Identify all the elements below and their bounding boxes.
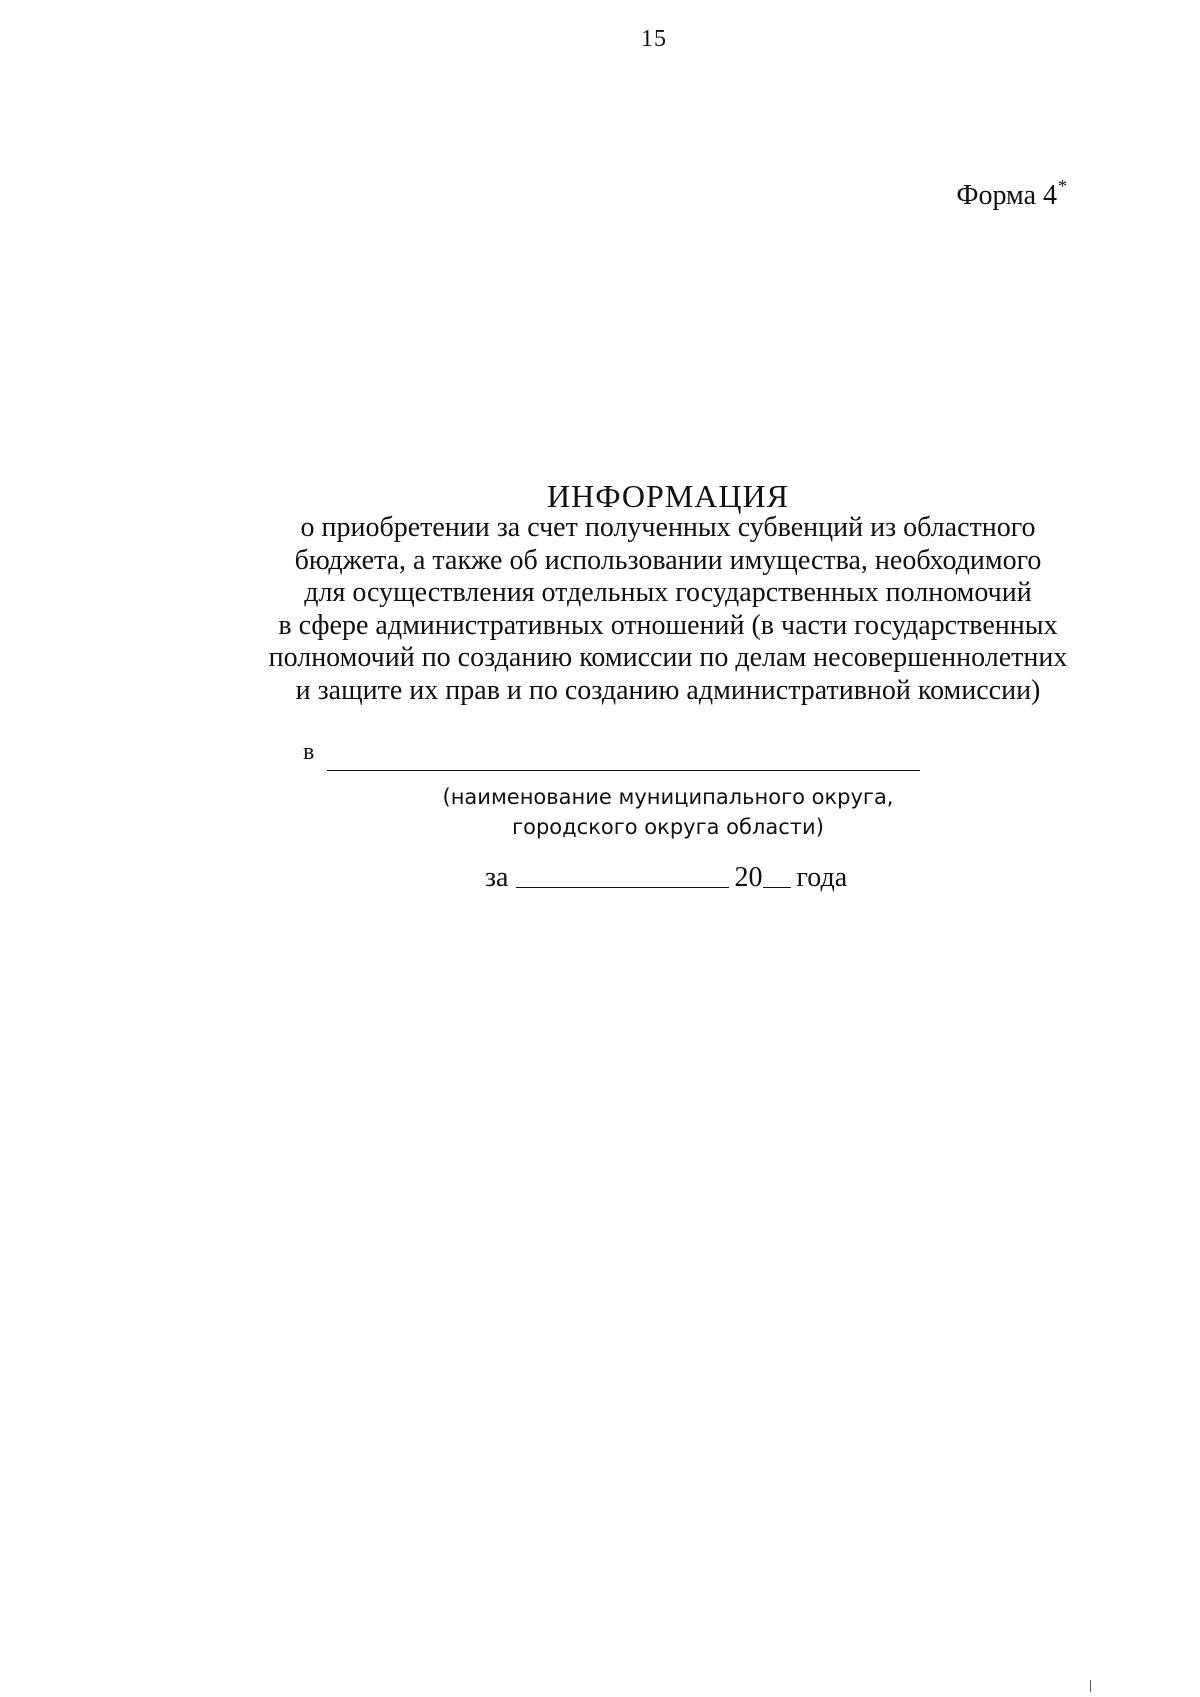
scan-edge-mark bbox=[1090, 1680, 1091, 1692]
subtitle-line: и защите их прав и по созданию административной комиссии) bbox=[295, 674, 1041, 706]
period-prefix: за bbox=[485, 862, 509, 893]
subtitle-line: для осуществления отдельных государственных полномочий bbox=[304, 577, 1032, 608]
subtitle-line: о приобретении за счет полученных субвенций из областного bbox=[300, 512, 1036, 543]
subtitle-line: бюджета, а также об использовании имущества, необходимого bbox=[294, 544, 1042, 576]
municipality-caption bbox=[0, 782, 1200, 842]
caption-line: (наименование муниципального округа, bbox=[442, 785, 894, 809]
year-suffix: года bbox=[796, 862, 848, 893]
caption-line: городского округа области) bbox=[512, 815, 824, 839]
subtitle-line: полномочий по созданию комиссии по делам несовершеннолетних bbox=[268, 642, 1068, 673]
period-field-row bbox=[485, 859, 905, 895]
year-prefix: 20 bbox=[734, 862, 763, 893]
municipality-field-row bbox=[303, 739, 923, 773]
page-number: 15 bbox=[641, 26, 667, 52]
municipality-prefix: в bbox=[303, 739, 315, 765]
municipality-blank-line[interactable] bbox=[327, 770, 920, 771]
year-blank-line[interactable] bbox=[763, 859, 791, 888]
subtitle-line: в сфере административных отношений (в части государственных bbox=[278, 609, 1058, 641]
form-label-text: Форма 4 bbox=[956, 180, 1057, 211]
period-blank-line[interactable] bbox=[516, 859, 729, 888]
document-subtitle bbox=[0, 512, 1200, 707]
footnote-mark: * bbox=[1058, 176, 1067, 196]
form-label bbox=[956, 176, 1067, 212]
document-title: ИНФОРМАЦИЯ bbox=[547, 478, 789, 514]
